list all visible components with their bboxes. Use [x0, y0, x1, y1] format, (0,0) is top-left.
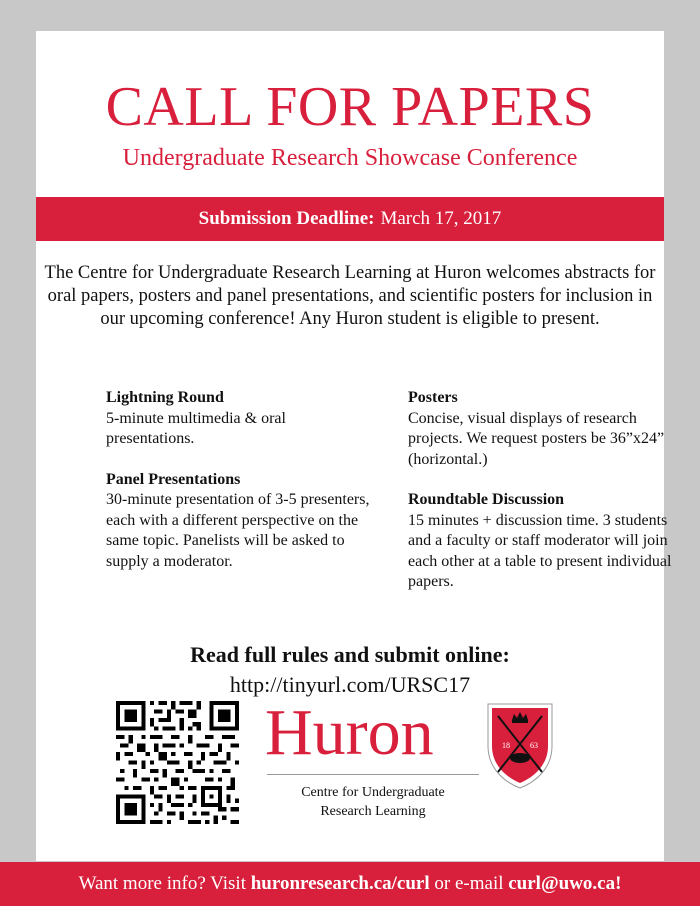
submit-call-to-action: Read full rules and submit online:: [190, 642, 510, 667]
footer-email-link[interactable]: curl@uwo.ca!: [508, 873, 622, 894]
logo-divider: [267, 774, 479, 775]
format-body: 15 minutes + discussion time. 3 students and a faculty or staff moderator will join each other at a table to present individual papers.: [408, 511, 672, 590]
centre-name-line-1: Centre for Undergraduate: [301, 785, 445, 800]
format-roundtable: [408, 490, 673, 593]
format-heading: Posters: [408, 389, 458, 406]
page-title: CALL FOR PAPERS: [105, 76, 595, 138]
qr-code-icon[interactable]: [116, 701, 239, 824]
intro-paragraph: The Centre for Undergraduate Research Learning at Huron welcomes abstracts for oral papers, posters and panel presentations, and scientific posters for inclusion in our upcoming conference! Any Huron student is eligible to present.: [44, 263, 656, 329]
format-heading: Roundtable Discussion: [408, 491, 565, 508]
huron-wordmark: Huron: [265, 696, 434, 769]
deadline-banner: [36, 197, 664, 241]
submission-link[interactable]: http://tinyurl.com/URSC17: [229, 672, 471, 697]
formats-left-column: [106, 388, 371, 592]
footer-middle: or e-mail: [434, 873, 504, 894]
huron-crest-icon: [486, 702, 554, 790]
centre-name-line-2: Research Learning: [320, 804, 426, 819]
crest-year-right: 63: [530, 741, 538, 750]
format-posters: [408, 388, 673, 470]
crest-year-left: 18: [502, 741, 510, 750]
footer-prefix: Want more info? Visit: [78, 873, 246, 894]
formats-right-column: [408, 388, 673, 613]
format-heading: Lightning Round: [106, 389, 224, 406]
footer-website-link[interactable]: huronresearch.ca/curl: [250, 873, 430, 894]
format-heading: Panel Presentations: [106, 470, 241, 488]
format-body: Concise, visual displays of research projects. We request posters be 36”x24” (horizontal.): [408, 409, 665, 468]
format-body: 5-minute multimedia & oral presentations.: [106, 409, 286, 447]
format-panel: [106, 470, 371, 573]
deadline-date: March 17, 2017: [380, 208, 502, 229]
page-subtitle: Undergraduate Research Showcase Conference: [122, 145, 578, 171]
deadline-label: Submission Deadline:: [198, 208, 375, 229]
format-lightning: [106, 388, 371, 450]
footer-banner: [0, 862, 700, 906]
format-body: 30-minute presentation of 3-5 presenters, each with a different perspective on the same topic. Panelists will be asked to supply a moderator.: [106, 491, 370, 570]
